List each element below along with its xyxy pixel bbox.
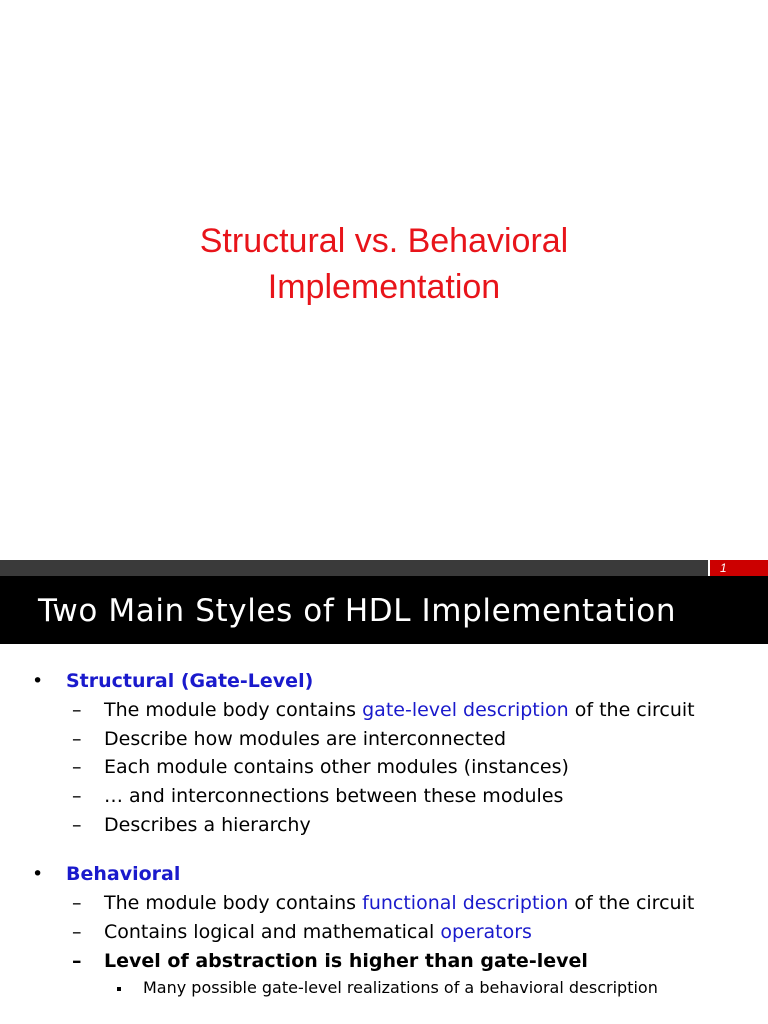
dash-marker: – (72, 892, 82, 914)
bullet-dot: • (32, 670, 44, 692)
bullet-dot: • (32, 863, 44, 885)
structural-item-1 (104, 698, 695, 722)
title-slide-heading (0, 218, 768, 310)
dash-marker: – (72, 814, 82, 836)
behavioral-item-3: Level of abstraction is higher than gate-level (104, 950, 588, 972)
text-part: The module body contains (104, 892, 363, 914)
text-part: Contains logical and mathematical (104, 921, 441, 943)
behavioral-subitem-1: Many possible gate-level realizations of a behavioral description (143, 978, 658, 997)
highlight-text: operators (440, 921, 532, 943)
title-line-1: Structural vs. Behavioral (199, 222, 569, 260)
text-part: of the circuit (568, 892, 695, 914)
dash-marker: – (72, 921, 82, 943)
slide-title: Two Main Styles of HDL Implementation (38, 593, 677, 629)
dash-marker: – (72, 950, 82, 972)
square-bullet (117, 987, 121, 991)
structural-item-5: Describes a hierarchy (104, 814, 311, 836)
structural-item-4: … and interconnections between these modules (104, 785, 564, 807)
behavioral-heading: Behavioral (66, 863, 181, 885)
dash-marker: – (72, 756, 82, 778)
dash-marker: – (72, 699, 82, 721)
behavioral-item-2 (104, 920, 532, 944)
slide-separator-bar (0, 560, 708, 576)
highlight-text: gate-level description (362, 699, 569, 721)
dash-marker: – (72, 728, 82, 750)
structural-item-2: Describe how modules are interconnected (104, 728, 507, 750)
page-number-badge: 1 (708, 560, 768, 576)
text-part: The module body contains (104, 699, 363, 721)
title-line-2: Implementation (267, 268, 501, 306)
dash-marker: – (72, 785, 82, 807)
behavioral-item-1 (104, 891, 694, 915)
structural-heading: Structural (Gate-Level) (66, 670, 314, 692)
highlight-text: functional description (362, 892, 569, 914)
text-part: of the circuit (568, 699, 695, 721)
structural-item-3: Each module contains other modules (instances) (104, 756, 569, 778)
